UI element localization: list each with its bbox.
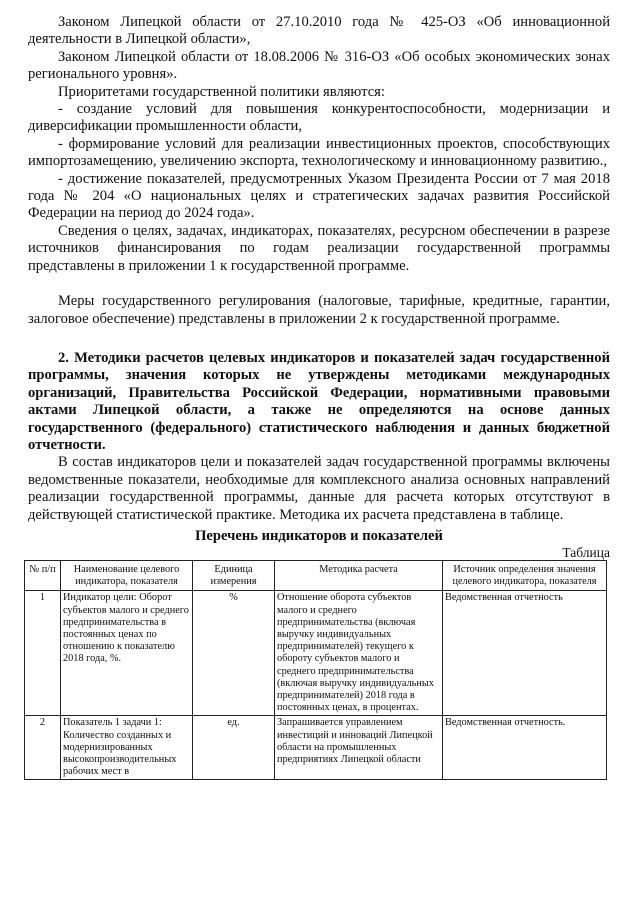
paragraph-priority-3: - достижение показателей, предусмотренных Указом Президента России от 7 мая 2018 года № 204 «О национальных целях и стратегических задачах развития Российской Федерации на период до 2024 года». — [28, 170, 610, 222]
cell-method: Запрашивается управлением инвестиций и инноваций Липецкой области на промышленных предприятиях Липецкой области — [275, 716, 443, 780]
header-name: Наименование целевого индикатора, показателя — [61, 560, 193, 590]
paragraph-measures: Меры государственного регулирования (налоговые, тарифные, кредитные, гарантии, залоговое обеспечение) представлены в приложении 2 к государственной программе. — [28, 293, 610, 327]
header-source: Источник определения значения целевого индикатора, показателя — [443, 560, 607, 590]
header-unit: Единица измерения — [193, 560, 275, 590]
spacer — [28, 275, 610, 293]
header-method: Методика расчета — [275, 560, 443, 590]
paragraph-law-316: Законом Липецкой области от 18.08.2006 № 316-ОЗ «Об особых экономических зонах регионального уровня». — [28, 48, 610, 83]
cell-method: Отношение оборота субъектов малого и среднего предпринимательства (включая выручку индивидуальных предпринимателей) текущего к обороту субъектов малого и среднего предпринимательства (включая выручку индивидуальных предпринимателей) 2018 года в постоянных ценах, в процентах. — [275, 591, 443, 716]
paragraph-law-425: Законом Липецкой области от 27.10.2010 года № 425-ОЗ «Об инновационной деятельности в Липецкой области», — [28, 14, 610, 48]
cell-num: 1 — [25, 591, 61, 716]
table-header-row — [25, 560, 607, 590]
cell-source: Ведомственная отчетность. — [443, 716, 607, 780]
cell-name: Показатель 1 задачи 1: Количество созданных и модернизированных высокопроизводительных рабочих мест в — [61, 716, 193, 780]
paragraph-composition: В состав индикаторов цели и показателей задач государственной программы включены ведомственные показатели, необходимые для комплексного анализа основных направлений реализации государственной программы, данные для расчета которых отсутствуют в действующей статистической практике. Методика их расчета представлена в таблице. — [28, 454, 610, 523]
table-label: Таблица — [562, 544, 610, 560]
cell-name: Индикатор цели: Оборот субъектов малого и среднего предпринимательства в постоянных ценах по отношению к показателю 2018 года, %. — [61, 591, 193, 716]
table-row — [25, 591, 607, 716]
paragraph-priorities: Приоритетами государственной политики являются: — [58, 83, 385, 100]
paragraph-priority-1: - создание условий для повышения конкурентоспособности, модернизации и диверсификации промышленности области, — [28, 101, 610, 135]
table-title: Перечень индикаторов и показателей — [195, 527, 443, 544]
header-num: № п/п — [25, 560, 61, 590]
cell-unit: % — [193, 591, 275, 716]
indicators-table — [24, 560, 607, 780]
paragraph-info: Сведения о целях, задачах, индикаторах, показателях, ресурсном обеспечении в разрезе источников финансирования по годам реализации государственной программы представлены в приложении 1 к государственной программе. — [28, 222, 610, 274]
table-row — [25, 716, 607, 780]
paragraph-priority-2: - формирование условий для реализации инвестиционных проектов, способствующих импортозамещению, увеличению экспорта, технологическому и инновационному развитию., — [28, 135, 610, 170]
cell-num: 2 — [25, 716, 61, 780]
section-heading: 2. Методики расчетов целевых индикаторов и показателей задач государственной программы, значения которых не утверждены методиками международных организаций, Правительства Российской Федерации, нормативными правовыми актами Липецкой области, а также не определяются на основе данных государственного (федерального) статистического наблюдения и данных бюджетной отчетности. — [28, 349, 610, 453]
spacer — [28, 328, 610, 350]
cell-unit: ед. — [193, 716, 275, 780]
cell-source: Ведомственная отчетность — [443, 591, 607, 716]
